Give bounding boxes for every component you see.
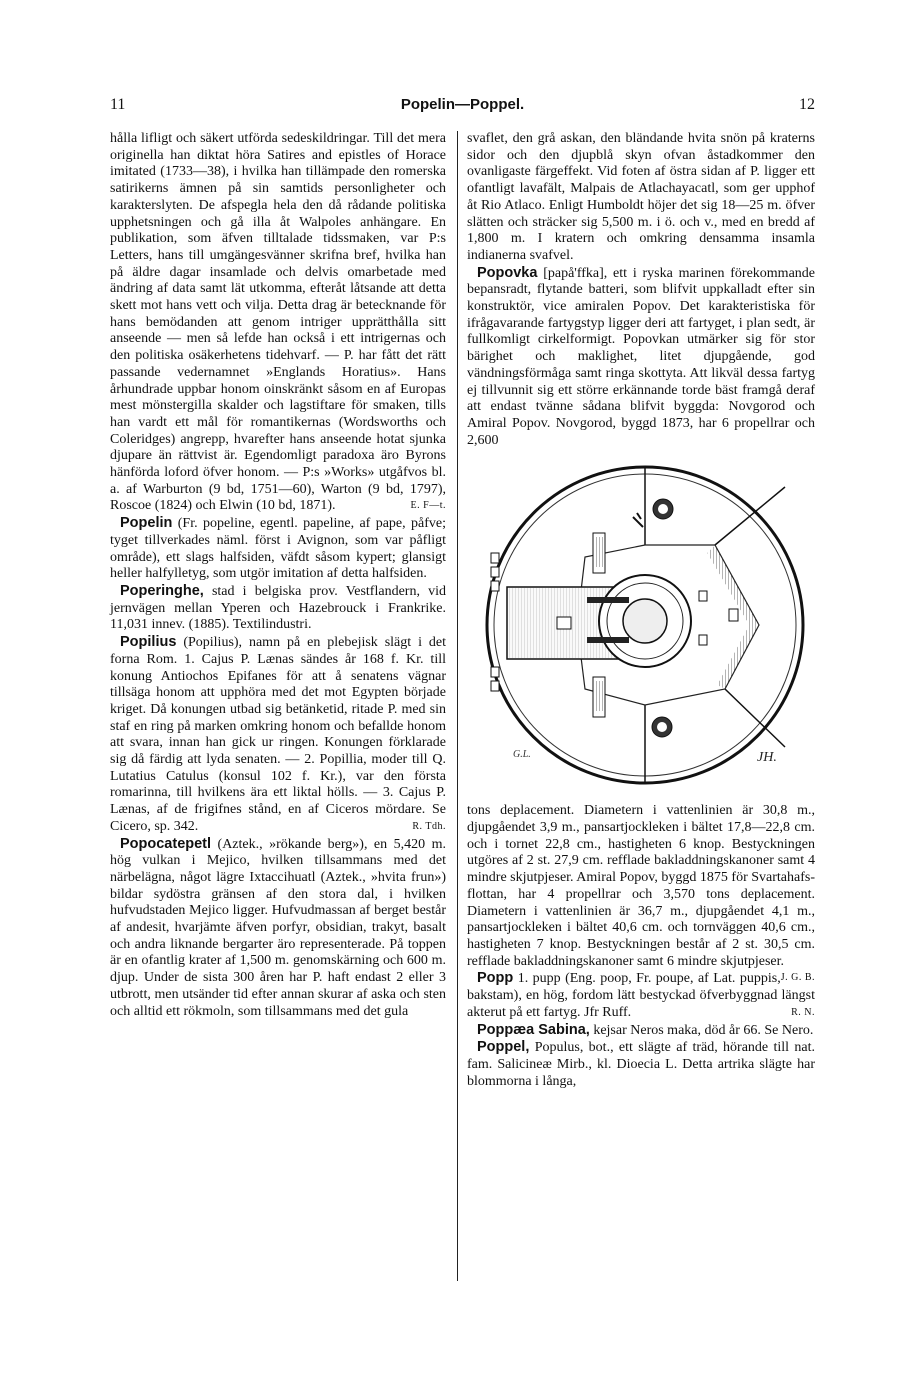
headword: Popilius xyxy=(120,634,177,651)
author-signature: R. N. xyxy=(791,1006,815,1018)
entry-poppaea-sabina: Poppæa Sabina, kejsar Neros maka, död år 66. Se Nero. xyxy=(477,1021,814,1038)
headword: Popocatepetl xyxy=(120,835,212,852)
page-title: Popelin—Poppel. xyxy=(400,96,525,113)
entry-popovka-continued: tons deplacement. Diametern i vattenlinien är 30,8 m., djupgåendet 3,9 m., pansartjockleken i bältet 17,8—22,8 cm. och i tornet 22,8 cm., hastigheten 6 knop. Bestyckningen utgöres af 2 st. 27,9 cm. refflade bakladdningskanoner samt 4 mindre skjutpjeser. Amiral Popov, byggd 1875 för Svartahafs-flottan, har 4 propellrar och 3,570 tons deplacement. Diametern i vattenlinien är 36,7 m., djupgåendet 4,1 m., pansartjockleken i bältet 40,6 cm. och tornväggen 40,6 cm., hastigheten 7 knop. Bestyckningen består af 2 st. 30,5 cm. refflade bakladdningskanoner samt 6 mindre skjutpjeser. J. G. B. xyxy=(467,803,815,970)
artist-mark: JH. xyxy=(757,750,777,766)
column-divider xyxy=(457,131,458,1281)
entry-poperinghe: Poperinghe, stad i belgiska prov. Vestflandern, vid jernvägen mellan Yperen och Hazebrouck i Frankrike. 11,031 innev. (1885). Textilindustri. xyxy=(110,582,446,633)
entry-popelin: Popelin (Fr. popeline, egentl. papeline, af pape, påfve; tyget tillverkades näml. först i Avignon, som var påfligt område), ett slags halfsiden, väfdt såsom kypert; glansigt heller halfylletyg, som utgör imitation af detta halfsiden. xyxy=(110,515,446,582)
entry-popp: Popp 1. pupp (Eng. poop, Fr. poupe, af Lat. puppis, bakstam), en hög, fordom lätt bestyckad öfverbyggnad längst akterut på ett fartyg. Jfr Ruff. R. N. xyxy=(467,970,815,1020)
author-signature: R. Tdh. xyxy=(412,820,446,832)
headword: Poppæa Sabina, xyxy=(477,1021,590,1038)
right-column xyxy=(467,131,815,1090)
gun-barrel xyxy=(587,637,629,643)
page-header xyxy=(110,96,815,120)
headword: Poperinghe, xyxy=(120,582,204,599)
entry-popocatepetl: Popocatepetl (Aztek., »rökande berg»), en 5,420 m. hög vulkan i Mejico, hvilken tillsammans med det närbelägna, något lägre Ixtaccihuatl (Aztek., »hvita frun») bildar sydöstra gränsen af den stora dal, i hvilken hufvudstaden Mejico ligger. Hufvudmassan af berget består af andesit, hvarjämte äfven porfyr, obsidian, trakyt, basalt och andra liknande bergarter äro representerade. På toppen är en ofantlig krater af 1,500 m. genomskärning och 600 m. djup. Under de sista 300 åren har P. haft endast 2 eller 3 utbrott, men utsänder tid efter annan skurar af aska och sten och alltid ett rökmoln, som tillsammans med det gula xyxy=(110,835,446,1019)
entry-poppel: Poppel, Populus, bot., ett slägte af träd, hörande till nat. fam. Salicineæ Mirb., kl. Dioecia L. Detta artrika slägte har blommorna i långa, xyxy=(467,1039,815,1089)
headword: Popelin xyxy=(120,515,173,532)
author-signature: E. F—t. xyxy=(410,500,446,512)
engraver-mark: G.L. xyxy=(513,749,531,761)
page-number-left: 11 xyxy=(110,96,126,113)
entry-popilius: Popilius (Popilius), namn på en plebejisk slägt i det forna Rom. 1. Cajus P. Lænas sändes år 168 f. Kr. till konung Antiochos Epifanes för att å senatens vägnar tillsäga honom att upphöra med det mot Egypten började kriget. Då konungen utbad sig betänketid, ritade P. med sin staf en ring på marken omkring honom och befallde honom att svara, innan han gick ur ringen. Konungen förklarade sig då färdig att lyda senaten. — 2. Popillia, moder till Q. Lutatius Catulus (konsul 102 f. Kr.), var den första romarinna, till hvilkens ära ett liktal hölls. — 3. Cajus P. Lænas, af de frigifnes stånd, en af Ciceros mördare. Se Cicero, sp. 342. R. Tdh. xyxy=(110,634,446,834)
entry-continuation: svaflet, den grå askan, den bländande hvita snön på kraterns sidor och den djupblå skyn ofvan åstadkommer den ovanligaste färgeffekt. Vid foten af östra sidan af P. ligger ett ofantligt lavafält, Malpais de Atlachayacatl, som ger upphof åt Rio Atlaco. Enligt Humboldt höjer det sig 18—25 m. öfver slätten och sträcker sig 5,500 m. i ö. och v., med en bredd af 1,800 m. I kratern och omkring densamma insamla indianerna svafvel. xyxy=(467,131,815,263)
page-number-right: 12 xyxy=(799,96,815,113)
popovka-ship-illustration xyxy=(467,457,815,797)
headword: Popp xyxy=(477,970,514,987)
gun-barrel xyxy=(587,597,629,603)
author-signature: J. G. B. xyxy=(780,972,815,984)
left-column xyxy=(110,131,446,1020)
entry-popovka: Popovka [papå'ffka], ett i ryska marinen förekommande bepansradt, flytande batteri, som blifvit uppkalladt efter sin konstruktör, vice amiralen Popov. Det karakteristiska för ifrågavarande fartygstyp ligger deri att fartyget, i plan sedt, är fullkomligt cirkelformigt. Popovkan utmärker sig för stor bärighet och maklighet, litet djupgående, god vändningsförmåga samt ringa skottyta. Att likväl dessa fartyg ej tillvunnit sig ett större erkännande torde bäst framgå deraf att endast tvänne sådana blifvit byggda: Novgorod och Amiral Popov. Novgorod, byggd 1873, har 6 propellrar och 2,600 xyxy=(467,264,815,448)
entry-continuation: hålla lifligt och säkert utförda sedeskildringar. Till det mera originella han diktat höra Satires and epistles of Horace imitated (1733—38), i hvilka han tillämpade den romerska satirikerns ämnen på sin samtids personligheter och karakterslyten. De afspegla hela den då rådande politiska upphetsningen och gå illa åt Walpoles anhängare. En publikation, som äfven tilltalade tidssmaken, var P:s Letters, hans till umgängesvänner skrifna bref, hvilka han på äldre dagar insamlade och delvis omarbetade med ändring af data samt lät utkomma, efteråt låtsande att detta skett mot hans vett och vilja. Detta drag är betecknande för hans bemödanden att genom intriger upprätthålla sitt anseende — men så lefde han också i ett intrigernas och den politiska osäkerhetens tidehvarf. — P. har fått det rätt passande vedernamnet »Englands Horatius». Hans århundrade uppbar honom oinskränkt såsom en af Europas mest mönstergilla skalder och lagstiftare för smaken, tills han vardt ett mål för romantikernas (Wordsworths och Coleridges) angrepp, hvarefter hans anseende hotat sjunka djupare än rättvist är. Egendomligt paradoxa äro Byrons hänförda loford öfver honom. — P:s »Works» utgåfvos bl. a. af Warburton (9 bd, 1751—60), Warton (9 bd, 1797), Roscoe (1824) och Elwin (10 bd, 1871). E. F—t. xyxy=(110,131,446,514)
headword: Popovka xyxy=(477,264,538,281)
headword: Poppel, xyxy=(477,1039,530,1056)
